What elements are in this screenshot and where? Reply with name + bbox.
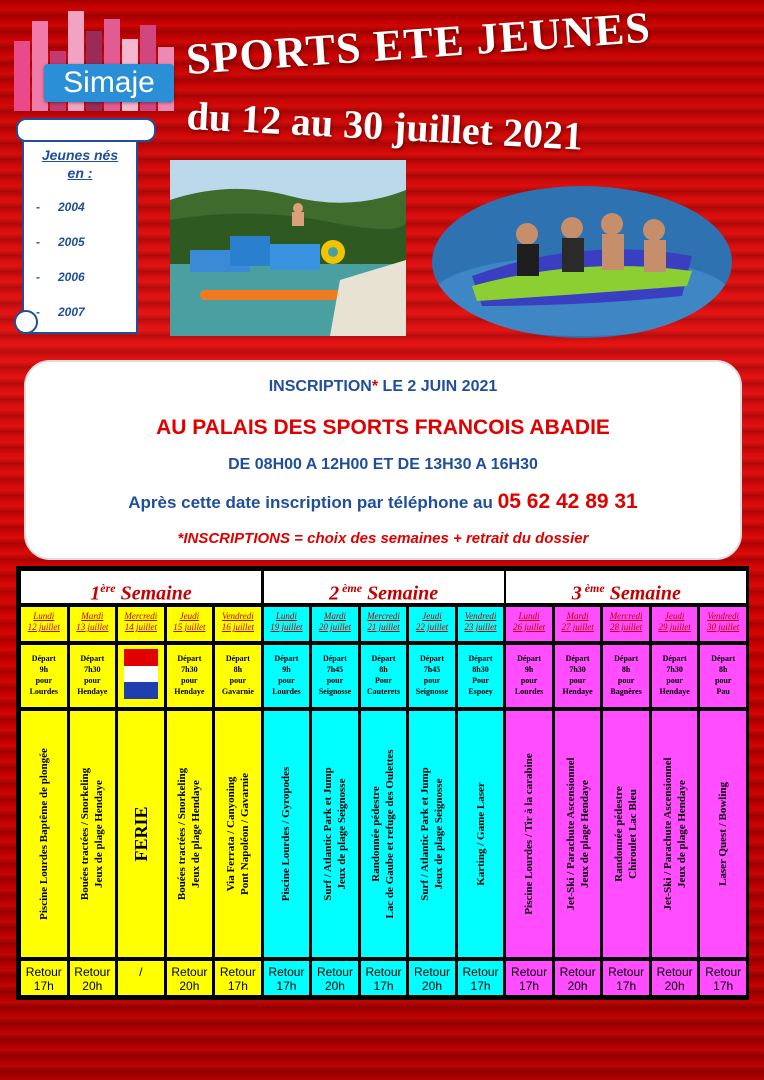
departure-cell: Départ 8h pour Pau [699, 644, 747, 708]
day-header: Mardi 13 juillet [69, 606, 117, 642]
return-cell: Retour 17h [602, 960, 650, 996]
registration-phone-line: Après cette date inscription par téléphone au 05 62 42 89 31 [128, 490, 638, 513]
return-cell: Retour 17h [360, 960, 408, 996]
page-subtitle: du 12 au 30 juillet 2021 [185, 92, 585, 159]
activity-cell: Bouées tractées / Snorkeling Jeux de plage Hendaye [69, 710, 117, 958]
activity-cell: Piscine Lourdes Baptême de plongée [20, 710, 68, 958]
day-header: Vendredi 30 juillet [699, 606, 747, 642]
page-title: SPORTS ETE JEUNES [184, 2, 653, 85]
year-item: - 2007 [36, 305, 85, 319]
registration-hours: DE 08H00 A 12H00 ET DE 13H30 A 16H30 [228, 456, 538, 473]
week-header: 2 $^{ème}$ Semaine [263, 570, 505, 604]
year-item: - 2006 [36, 270, 85, 284]
day-header: Vendredi 16 juillet [214, 606, 262, 642]
day-header: Mercredi 14 juillet [117, 606, 165, 642]
registration-date: INSCRIPTION* LE 2 JUIN 2021 [268, 378, 498, 395]
day-header: Mercredi 28 juillet [602, 606, 650, 642]
activity-cell: Jet-Ski / Parachute Ascensionnel Jeux de plage Hendaye [651, 710, 699, 958]
activity-cell: Piscine Lourdes / Tir à la carabine [505, 710, 553, 958]
return-cell: Retour 17h [699, 960, 747, 996]
return-cell: Retour 20h [554, 960, 602, 996]
activity-cell: Via Ferrata / Canyoning Pont Napoléon / Gavarnie [214, 710, 262, 958]
day-header: Mercredi 21 juillet [360, 606, 408, 642]
activity-cell: Laser Quest / Bowling [699, 710, 747, 958]
departure-cell: Départ 7h30 pour Hendaye [554, 644, 602, 708]
return-cell: Retour 17h [214, 960, 262, 996]
departure-cell: Départ 9h pour Lourdes [20, 644, 68, 708]
return-cell: Retour 17h [263, 960, 311, 996]
departure-cell: Départ 7h30 pour Hendaye [166, 644, 214, 708]
departure-cell: Départ 8h Pour Cauterets [360, 644, 408, 708]
departure-cell: Départ 7h30 pour Hendaye [651, 644, 699, 708]
registration-venue: AU PALAIS DES SPORTS FRANCOIS ABADIE [156, 416, 610, 439]
day-header: Lundi 19 juillet [263, 606, 311, 642]
day-header: Lundi 12 juillet [20, 606, 68, 642]
day-header: Jeudi 29 juillet [651, 606, 699, 642]
registration-note: *INSCRIPTIONS = choix des semaines + retrait du dossier [177, 530, 589, 547]
day-header: Vendredi 23 juillet [457, 606, 505, 642]
return-cell: Retour 17h [20, 960, 68, 996]
return-cell: Retour 20h [311, 960, 359, 996]
birth-years-scroll [14, 118, 154, 334]
departure-cell: Départ 8h pour Gavarnie [214, 644, 262, 708]
week-header: 3 $^{ème}$ Semaine [505, 570, 747, 604]
logo-text: Simaje [44, 64, 174, 102]
week-header: 1ère Semaine [20, 570, 262, 604]
activity-cell: Bouées tractées / Snorkeling Jeux de plage Hendaye [166, 710, 214, 958]
departure-cell: Départ 9h pour Lourdes [263, 644, 311, 708]
departure-cell: Départ 8h30 Pour Espoey [457, 644, 505, 708]
day-header: Jeudi 15 juillet [166, 606, 214, 642]
day-header: Jeudi 22 juillet [408, 606, 456, 642]
registration-info-box [24, 360, 742, 560]
departure-cell: Départ 7h30 pour Hendaye [69, 644, 117, 708]
french-flag-icon [124, 649, 158, 699]
return-cell: Retour 20h [408, 960, 456, 996]
departure-cell: Départ 9h pour Lourdes [505, 644, 553, 708]
return-cell: / [117, 960, 165, 996]
departure-cell: Départ 7h45 pour Seignosse [408, 644, 456, 708]
water-park-photo [170, 160, 406, 336]
day-header: Mardi 27 juillet [554, 606, 602, 642]
day-header: Mardi 20 juillet [311, 606, 359, 642]
departure-cell: Départ 8h pour Bagnères [602, 644, 650, 708]
phone-number[interactable]: 05 62 42 89 31 [497, 490, 638, 513]
departure-cell [117, 644, 165, 708]
tube-ride-photo [432, 186, 732, 338]
year-item: - 2005 [36, 235, 85, 249]
activity-cell: Surf / Atlantic Park et Jump Jeux de plage Seignosse [311, 710, 359, 958]
simaje-logo [10, 12, 180, 117]
activity-cell: FERIE [117, 710, 165, 958]
activity-cell: Surf / Atlantic Park et Jump Jeux de plage Seignosse [408, 710, 456, 958]
scroll-heading: Jeunes nés en : [41, 147, 119, 181]
activity-cell: Piscine Lourdes / Gyropodes [263, 710, 311, 958]
activity-cell: Karting / Game Laser [457, 710, 505, 958]
return-cell: Retour 20h [166, 960, 214, 996]
day-header: Lundi 26 juillet [505, 606, 553, 642]
activity-cell: Randonnée pédestre Lac de Gaube et refuge des Oulettes [360, 710, 408, 958]
return-cell: Retour 17h [457, 960, 505, 996]
departure-cell: Départ 7h45 pour Seignosse [311, 644, 359, 708]
schedule-table [16, 566, 749, 1000]
return-cell: Retour 20h [651, 960, 699, 996]
return-cell: Retour 20h [69, 960, 117, 996]
activity-cell: Jet-Ski / Parachute Ascensionnel Jeux de plage Hendaye [554, 710, 602, 958]
return-cell: Retour 17h [505, 960, 553, 996]
year-item: - 2004 [36, 200, 85, 214]
activity-cell: Randonnée pédestre Chiroulet Lac Bleu [602, 710, 650, 958]
